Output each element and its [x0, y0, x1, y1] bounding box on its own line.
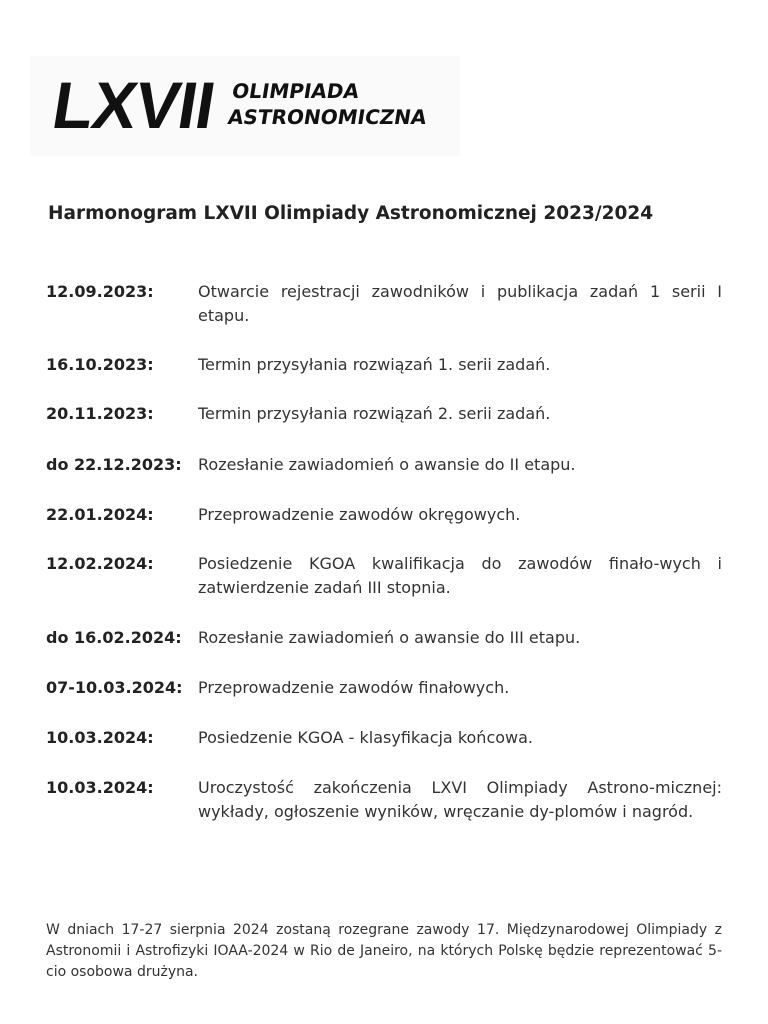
- footer-note: W dniach 17-27 sierpnia 2024 zostaną rozegrane zawody 17. Międzynarodowej Olimpiady z Astronomii i Astrofizyki IOAA-2024 w Rio de Janeiro, na których Polskę będzie reprezentować 5-cio osobowa drużyna.: [46, 922, 722, 980]
- schedule-date: 12.09.2023:: [46, 282, 154, 301]
- schedule-description: Termin przysyłania rozwiązań 2. serii zadań.: [198, 404, 551, 423]
- schedule-description: Uroczystość zakończenia LXVI Olimpiady Astrono-micznej: wykłady, ogłoszenie wyników, wręczanie dy-plomów i nagród.: [198, 778, 722, 821]
- schedule-date: 10.03.2024:: [46, 778, 154, 797]
- schedule-date: 10.03.2024:: [46, 728, 154, 747]
- schedule-description: Posiedzenie KGOA - klasyfikacja końcowa.: [198, 728, 534, 747]
- schedule-description: Otwarcie rejestracji zawodników i publikacja zadań 1 serii I etapu.: [198, 282, 722, 325]
- schedule-description: Rozesłanie zawiadomień o awansie do III etapu.: [198, 628, 581, 647]
- schedule-description: Przeprowadzenie zawodów okręgowych.: [198, 505, 521, 524]
- schedule-date: do 16.02.2024:: [46, 628, 182, 647]
- schedule-description: Posiedzenie KGOA kwalifikacja do zawodów finało-wych i zatwierdzenie zadań III stopnia.: [198, 554, 722, 597]
- logo-wordmark: [226, 78, 433, 130]
- schedule-description: Przeprowadzenie zawodów finałowych.: [198, 678, 510, 697]
- schedule-description: Termin przysyłania rozwiązań 1. serii zadań.: [198, 355, 551, 374]
- schedule-date: 07-10.03.2024:: [46, 678, 183, 697]
- logo-line-1: OLIMPIADA: [230, 79, 361, 103]
- logo-line-2: ASTRONOMICZNA: [226, 105, 429, 129]
- schedule-date: 22.01.2024:: [46, 505, 154, 524]
- schedule-date: 20.11.2023:: [46, 404, 154, 423]
- page-title: Harmonogram LXVII Olimpiady Astronomicznej 2023/2024: [48, 203, 654, 224]
- schedule-date: 16.10.2023:: [46, 355, 154, 374]
- schedule-description: Rozesłanie zawiadomień o awansie do II etapu.: [198, 455, 576, 474]
- schedule-date: do 22.12.2023:: [46, 455, 182, 474]
- logo-numeral: LXVII: [47, 68, 220, 142]
- schedule-date: 12.02.2024:: [46, 554, 154, 573]
- olympiad-logo: [30, 56, 460, 156]
